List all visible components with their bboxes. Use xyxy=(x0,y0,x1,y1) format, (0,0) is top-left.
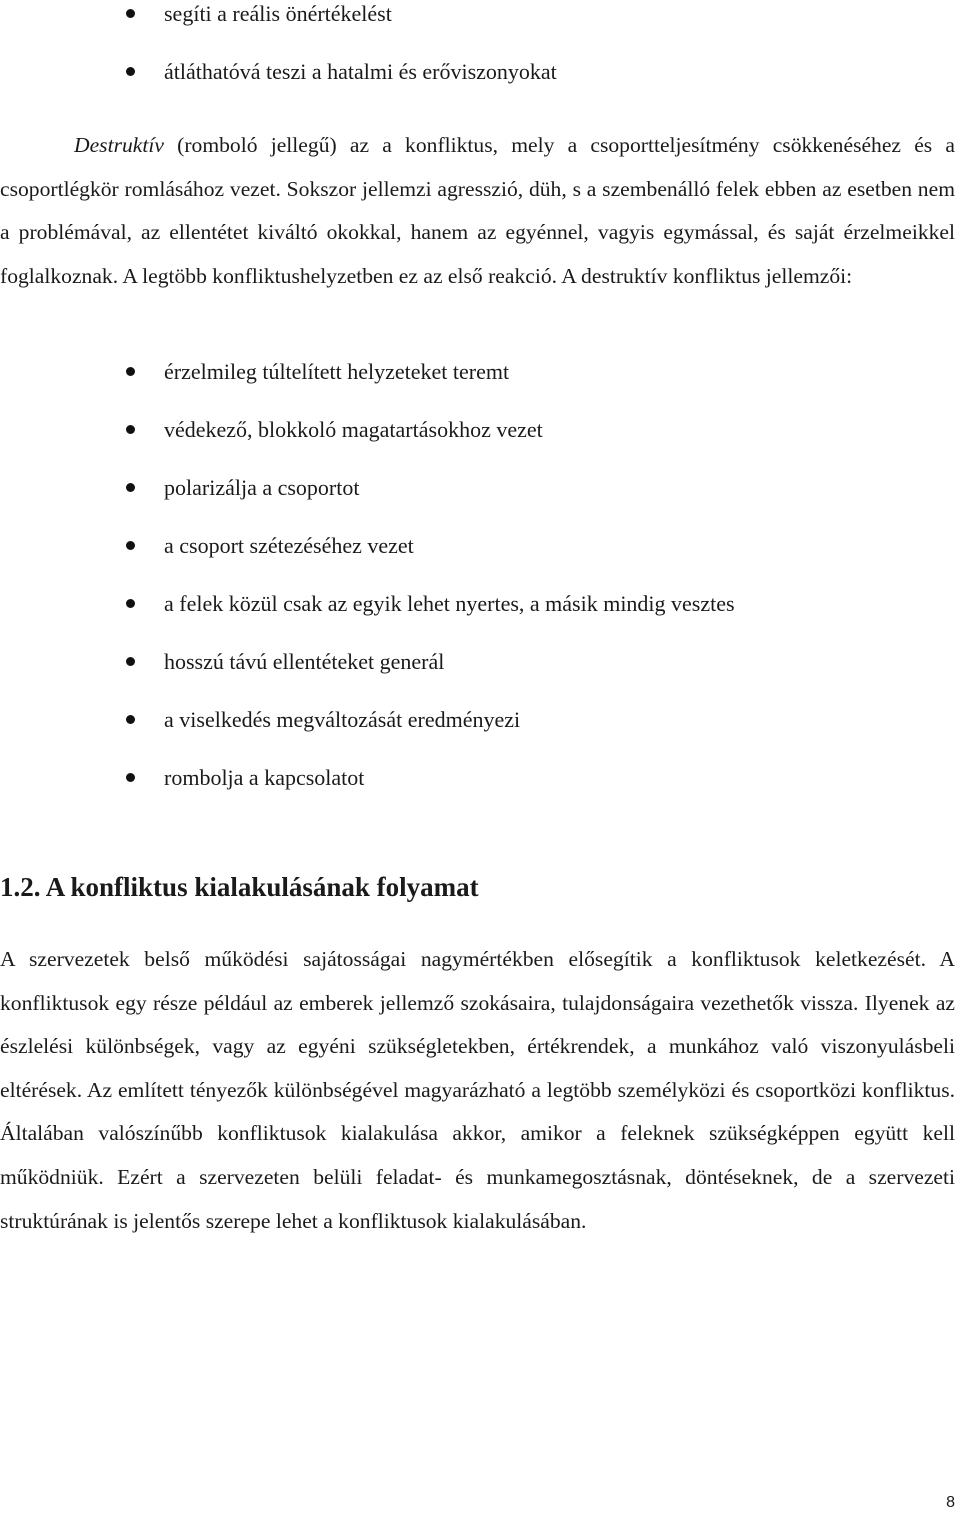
list-item xyxy=(0,474,960,532)
list-item-text: a viselkedés megváltozását eredményezi xyxy=(164,707,521,732)
body-paragraph: A szervezetek belső működési sajátosságai nagymértékben elősegítik a konfliktusok keletkezését. A konfliktusok egy része például az emberek jellemző szokásaira, tulajdonságaira vezethetők vissza. Ilyenek az észlelési különbségek, vagy az egyéni szükségletekben, értékrendek, a munkához való viszonyulásbeli eltérések. Az említett tényezők különbségével magyarázható a legtöbb személyközi és csoportközi konfliktus. Általában valószínűbb konfliktusok kialakulása akkor, amikor a feleknek szükségképpen együtt kell működniük. Ezért a szervezeten belüli feladat- és munkamegosztásnak, döntéseknek, de a szervezeti struktúrának is jelentős szerepe lehet a konfliktusok kialakulásában. xyxy=(0,947,955,1233)
destructive-traits-list xyxy=(0,358,960,822)
destructive-term: Destruktív xyxy=(74,133,164,157)
bullet-icon xyxy=(126,483,135,492)
paragraph-text: (romboló jellegű) az a konfliktus, mely a csoportteljesítmény csökkenéséhez és a csoportlégkör romlásához vezet. Sokszor jellemzi agresszió, düh, s a szembenálló felek ebben az esetben nem a problémával, az ellentétet kiváltó okokkal, hanem az egyénnel, vagyis egymással, és saját érzelmeikkel foglalkoznak. A legtöbb konfliktushelyzetben ez az első reakció. A destruktív konfliktus jellemzői: xyxy=(0,133,955,288)
destructive-conflict-paragraph xyxy=(0,124,955,298)
list-item-text: segíti a reális önértékelést xyxy=(164,1,392,26)
list-item-text: hosszú távú ellentéteket generál xyxy=(164,649,445,674)
top-bullet-list xyxy=(0,0,960,116)
list-item-text: a felek közül csak az egyik lehet nyertes, a másik mindig vesztes xyxy=(164,591,735,616)
section-heading: 1.2. A konfliktus kialakulásának folyamat xyxy=(0,872,479,902)
list-item xyxy=(0,590,960,648)
list-item xyxy=(0,0,960,58)
page-number: 8 xyxy=(946,1494,955,1511)
list-item xyxy=(0,764,960,822)
list-item xyxy=(0,58,960,116)
list-item-text: a csoport szétezéséhez vezet xyxy=(164,533,414,558)
list-item xyxy=(0,416,960,474)
list-item xyxy=(0,648,960,706)
bullet-icon xyxy=(126,367,135,376)
bullet-icon xyxy=(126,425,135,434)
list-item-text: rombolja a kapcsolatot xyxy=(164,765,365,790)
list-item-text: átláthatóvá teszi a hatalmi és erőviszonyokat xyxy=(164,59,557,84)
bullet-icon xyxy=(126,773,135,782)
list-item xyxy=(0,358,960,416)
bullet-icon xyxy=(126,541,135,550)
bullet-icon xyxy=(126,657,135,666)
list-item-text: védekező, blokkoló magatartásokhoz vezet xyxy=(164,417,543,442)
list-item xyxy=(0,532,960,590)
bullet-icon xyxy=(126,715,135,724)
list-item-text: polarizálja a csoportot xyxy=(164,475,360,500)
bullet-icon xyxy=(126,67,135,76)
bullet-icon xyxy=(126,9,135,18)
list-item-text: érzelmileg túltelített helyzeteket teremt xyxy=(164,359,510,384)
bullet-icon xyxy=(126,599,135,608)
list-item xyxy=(0,706,960,764)
